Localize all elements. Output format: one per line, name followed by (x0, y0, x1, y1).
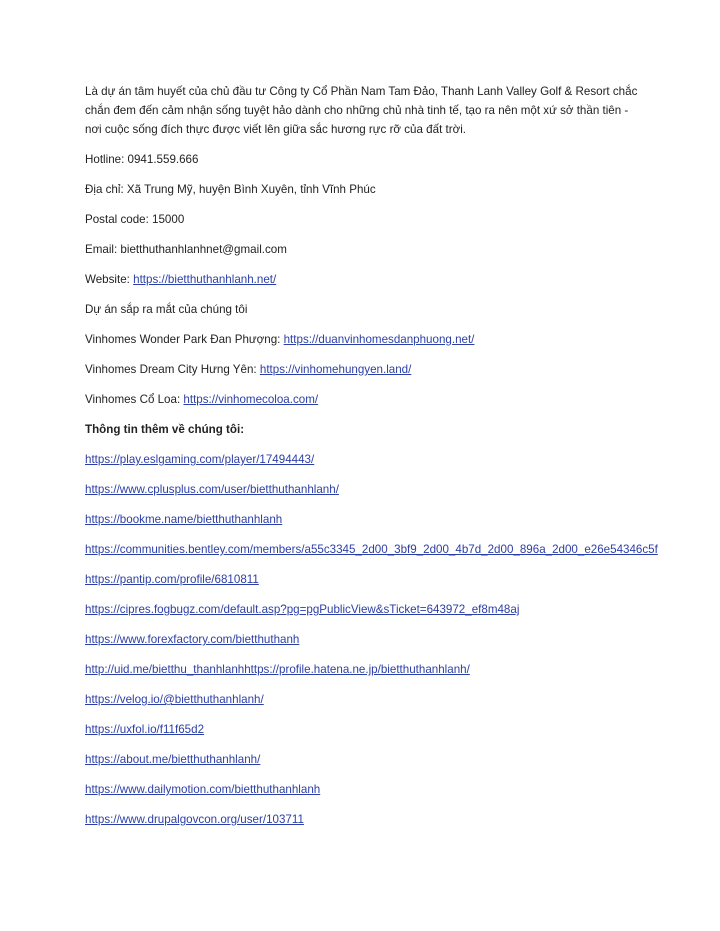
address-text: Địa chỉ: Xã Trung Mỹ, huyện Bình Xuyên, tỉnh Vĩnh Phúc (85, 183, 376, 196)
website-link[interactable]: https://bietthuthanhlanh.net/ (133, 273, 277, 286)
profile-link-item (85, 720, 645, 739)
email-text: Email: bietthuthanhlanhnet@gmail.com (85, 243, 287, 256)
profile-link[interactable]: https://velog.io/@bietthuthanhlanh/ (85, 693, 264, 706)
project-label: Vinhomes Dream City Hưng Yên: (85, 363, 260, 376)
profile-link[interactable]: https://www.forexfactory.com/bietthuthanh (85, 633, 300, 646)
postal-code-text: Postal code: 15000 (85, 213, 185, 226)
profile-link-item (85, 480, 645, 499)
profile-link[interactable]: https://www.drupalgovcon.org/user/103711 (85, 813, 304, 826)
project-line-co-loa (85, 390, 645, 409)
profile-link-item (85, 630, 645, 649)
intro-paragraph: Là dự án tâm huyết của chủ đầu tư Công ty Cổ Phần Nam Tam Đảo, Thanh Lanh Valley Golf & Resort chắc chắn đem đến cảm nhận sống tuyệt hảo dành cho những chủ nhà tinh tế, tạo ra nên một xứ sở thần tiên - nơi cuộc sống đích thực được viết lên giữa sắc hương rực rỡ của đất trời. (85, 85, 638, 136)
profile-link-item (85, 540, 658, 559)
profile-link-item (85, 600, 645, 619)
project-link[interactable]: https://duanvinhomesdanphuong.net/ (283, 333, 475, 346)
profile-link-item (85, 510, 645, 529)
profile-link[interactable]: http://uid.me/bietthu_thanhlanhhttps://profile.hatena.ne.jp/bietthuthanhlanh/ (85, 663, 470, 676)
profile-link-item (85, 660, 645, 679)
more-info-heading: Thông tin thêm về chúng tôi: (85, 423, 245, 436)
project-line-dan-phuong (85, 330, 645, 349)
website-line (85, 270, 645, 289)
document-page (85, 82, 658, 840)
profile-link-item (85, 810, 645, 829)
profile-link-item (85, 570, 645, 589)
profile-link[interactable]: https://communities.bentley.com/members/a55c3345_2d00_3bf9_2d00_4b7d_2d00_896a_2d00_e26e54346c5f (85, 543, 658, 556)
hotline-text: Hotline: 0941.559.666 (85, 153, 199, 166)
profile-link-item (85, 750, 645, 769)
profile-link-item (85, 450, 645, 469)
project-label: Vinhomes Cổ Loa: (85, 393, 184, 406)
profile-link-item (85, 690, 645, 709)
upcoming-projects-heading: Dự án sắp ra mắt của chúng tôi (85, 303, 248, 316)
profile-link[interactable]: https://play.eslgaming.com/player/17494443/ (85, 453, 315, 466)
project-link[interactable]: https://vinhomehungyen.land/ (259, 363, 412, 376)
profile-link[interactable]: https://pantip.com/profile/6810811 (85, 573, 259, 586)
website-label: Website: (85, 273, 134, 286)
profile-link[interactable]: https://bookme.name/bietthuthanhlanh (85, 513, 283, 526)
profile-link[interactable]: https://about.me/bietthuthanhlanh/ (85, 753, 261, 766)
profile-link-item (85, 780, 645, 799)
profile-link[interactable]: https://uxfol.io/f11f65d2 (85, 723, 205, 736)
profile-link[interactable]: https://www.cplusplus.com/user/bietthuthanhlanh/ (85, 483, 339, 496)
project-label: Vinhomes Wonder Park Đan Phượng: (85, 333, 284, 346)
project-link[interactable]: https://vinhomecoloa.com/ (183, 393, 319, 406)
profile-link[interactable]: https://cipres.fogbugz.com/default.asp?pg=pgPublicView&sTicket=643972_ef8m48aj (85, 603, 520, 616)
profile-link[interactable]: https://www.dailymotion.com/bietthuthanhlanh (85, 783, 321, 796)
project-line-hung-yen (85, 360, 645, 379)
